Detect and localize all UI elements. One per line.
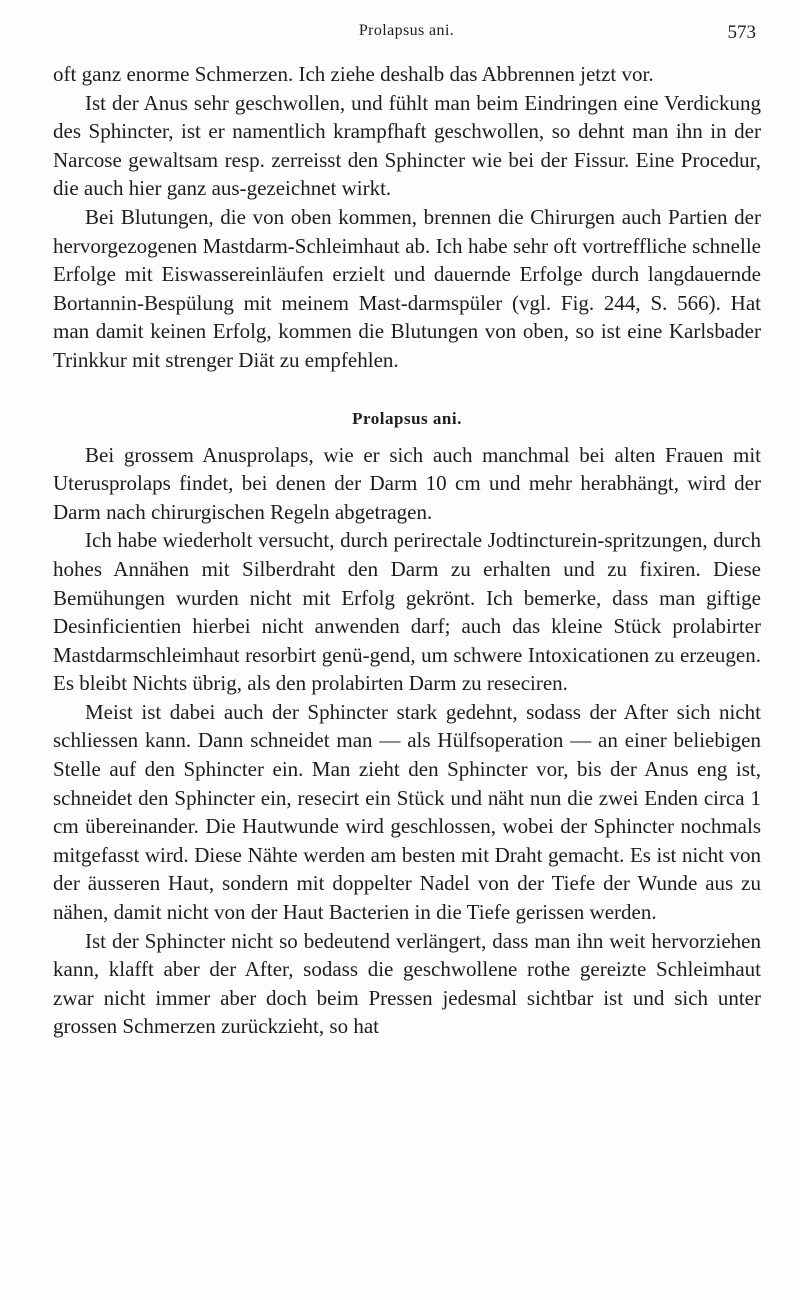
section-heading: Prolapsus ani. xyxy=(352,408,462,428)
page-number: 573 xyxy=(727,22,756,43)
running-head xyxy=(53,20,760,60)
paragraph: Ist der Sphincter nicht so bedeutend verlängert, dass man ihn weit hervorziehen kann, klafft aber der After, sodass die geschwollene rothe gereizte Schleimhaut zwar nicht immer aber doch beim Pressen jedesmal sichtbar ist und sich unter grossen Schmerzen zurückzieht, so hat xyxy=(53,928,761,1039)
paragraph: Meist ist dabei auch der Sphincter stark gedehnt, sodass der After sich nicht schliessen kann. Dann schneidet man — als Hülfsoperation — an einer beliebigen Stelle auf den Sphincter ein. Man zieht den Sphincter vor, bis der Anus eng ist, schneidet den Sphincter ein, resecirt ein Stück und näht nun die zwei Enden circa 1 cm übereinander. Die Hautwunde wird geschlossen, wobei der Sphincter nochmals mitgefasst wird. Diese Nähte werden am besten mit Draht gemacht. Es ist nicht von der äusseren Haut, sondern mit doppelter Nadel von der Tiefe der Wunde aus zu nähen, damit nicht von der Haut Bacterien in die Tiefe gerissen werden. xyxy=(53,699,761,925)
paragraph: Bei grossem Anusprolaps, wie er sich auch manchmal bei alten Frauen mit Uterusprolaps findet, bei denen der Darm 10 cm und mehr herabhängt, wird der Darm nach chirurgischen Regeln abgetragen. xyxy=(53,442,761,524)
paragraph: Bei Blutungen, die von oben kommen, brennen die Chirurgen auch Partien der hervorgezogenen Mastdarm-Schleimhaut ab. Ich habe sehr oft vortreffliche schnelle Erfolge mit Eiswassereinläufen erzielt und dauernde Erfolge durch langdauernde Bortannin-Bespülung mit meinem Mast-darmspüler (vgl. Fig. 244, S. 566). Hat man damit keinen Erfolg, kommen die Blutungen von oben, so ist eine Karlsbader Trinkkur mit strenger Diät zu empfehlen. xyxy=(53,204,761,372)
paragraph-continued: oft ganz enorme Schmerzen. Ich ziehe deshalb das Abbrennen jetzt vor. xyxy=(53,62,654,86)
paragraph: Ist der Anus sehr geschwollen, und fühlt man beim Eindringen eine Verdickung des Sphincter, ist er namentlich krampfhaft geschwollen, so dehnt man ihn in der Narcose gewaltsam resp. zerreisst den Sphincter wie bei der Fissur. Eine Procedur, die auch hier ganz aus-gezeichnet wirkt. xyxy=(53,90,761,201)
body-text xyxy=(53,60,761,1041)
paragraph: Ich habe wiederholt versucht, durch perirectale Jodtincturein-spritzungen, durch hohes Annähen mit Silberdraht den Darm zu erhalten und zu fixiren. Diese Bemühungen wurden nicht mit Erfolg gekrönt. Ich bemerke, dass man giftige Desinficientien hierbei nicht anwenden darf; auch das kleine Stück prolabirter Mastdarmschleimhaut resorbirt genü-gend, um schwere Intoxicationen zu erzeugen. Es bleibt Nichts übrig, als den prolabirten Darm zu reseciren. xyxy=(53,528,761,696)
running-head-title: Prolapsus ani. xyxy=(358,22,455,39)
